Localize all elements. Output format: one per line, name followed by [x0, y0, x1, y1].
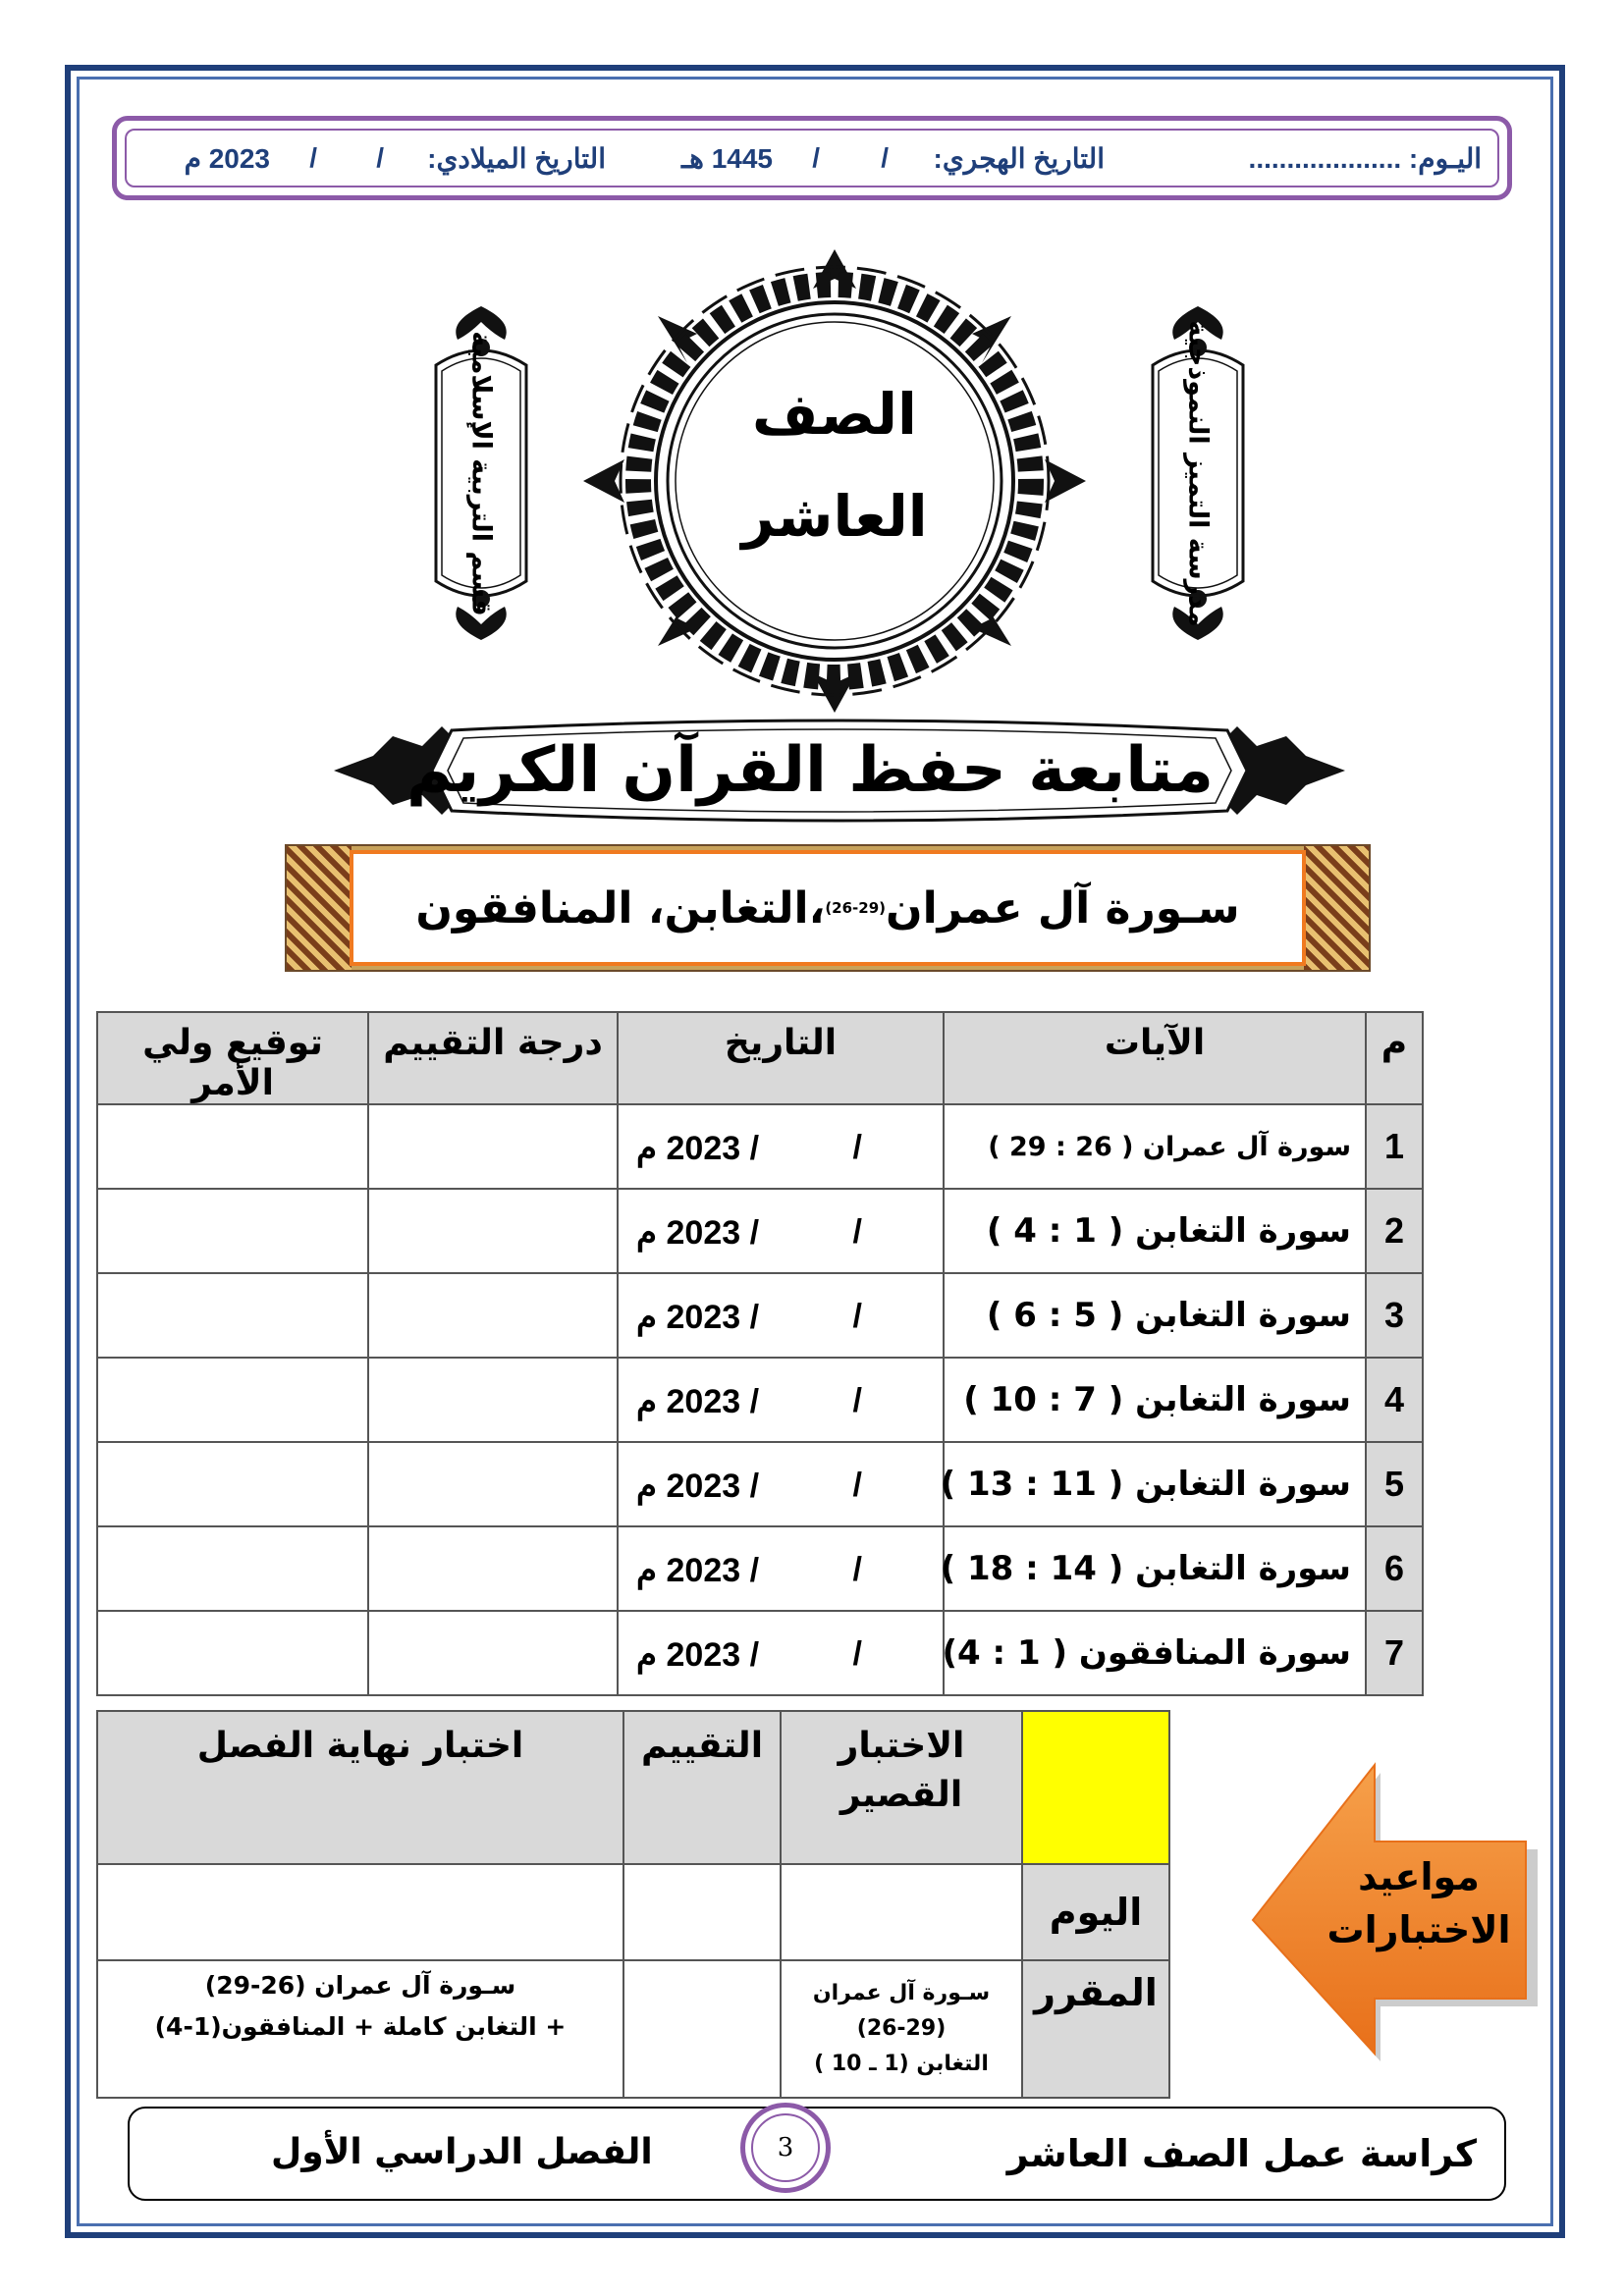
table-row [97, 1358, 1423, 1442]
row-date[interactable] [618, 1442, 944, 1526]
row-date[interactable] [618, 1526, 944, 1611]
date-slash: / [852, 1213, 862, 1251]
grade-line-2: العاشر [741, 483, 928, 550]
row-number: 6 [1366, 1526, 1423, 1611]
row-date[interactable] [618, 1611, 944, 1695]
row-ayat: سورة آل عمران ( 26 : 29 ) [944, 1104, 1366, 1189]
row-ayat: سورة التغابن ( 5 : 6 ) [944, 1273, 1366, 1358]
memorization-table [96, 1011, 1424, 1696]
date-slash: / [852, 1467, 862, 1504]
table-row [97, 1526, 1423, 1611]
row-grade[interactable] [368, 1526, 618, 1611]
surah-banner [285, 844, 1371, 972]
row-date[interactable] [618, 1104, 944, 1189]
gregorian-year: 2023 م [184, 143, 270, 174]
page-number-badge [740, 2103, 831, 2193]
exam-header-row [97, 1711, 1169, 1864]
left-ornament [287, 846, 352, 970]
row-grade[interactable] [368, 1442, 618, 1526]
row-number: 7 [1366, 1611, 1423, 1695]
row-ayat: سورة التغابن ( 7 : 10 ) [944, 1358, 1366, 1442]
table-row [97, 1104, 1423, 1189]
row-number: 5 [1366, 1442, 1423, 1526]
header-num: م [1366, 1012, 1423, 1104]
row-signature[interactable] [97, 1358, 368, 1442]
syllabus-label: المقرر [1022, 1960, 1169, 2098]
surah-name-2: ،التغابن، المنافقون [415, 882, 826, 934]
gregorian-slash-1: / [376, 142, 384, 173]
short-test-syllabus: سـورة آل عمران (26-29) التغابن (1 ـ 10 ) [781, 1960, 1022, 2098]
date-year: / 2023 م [636, 1130, 760, 1167]
table-header-row [97, 1012, 1423, 1104]
exam-dates-label: مواعيد الاختبارات [1326, 1855, 1511, 1951]
row-date[interactable] [618, 1273, 944, 1358]
evaluation-header: التقييم [623, 1711, 781, 1864]
hijri-label: التاريخ الهجري: [933, 143, 1105, 174]
department-banner [422, 306, 540, 640]
semester-title: الفصل الدراسي الأول [271, 2132, 653, 2172]
surah-verse-range: (26-29) [825, 899, 887, 917]
grade-title [687, 363, 982, 567]
gregorian-label: التاريخ الميلادي: [427, 143, 606, 174]
short-test-header: الاختبار القصير [781, 1711, 1022, 1864]
table-row [97, 1189, 1423, 1273]
corner-cell [1022, 1711, 1169, 1864]
table-row [97, 1273, 1423, 1358]
row-signature[interactable] [97, 1104, 368, 1189]
row-date[interactable] [618, 1189, 944, 1273]
day-field[interactable]: اليـوم: .................... [1248, 143, 1482, 174]
row-date[interactable] [618, 1358, 944, 1442]
header-grade: درجة التقييم [368, 1012, 618, 1104]
row-ayat: سورة التغابن ( 11 : 13 ) [944, 1442, 1366, 1526]
short-test-day[interactable] [781, 1864, 1022, 1960]
header-signature: توقيع ولي الأمر [97, 1012, 368, 1104]
right-ornament [1304, 846, 1369, 970]
workbook-title: كراسة عمل الصف العاشر [1006, 2132, 1477, 2175]
date-slash: / [852, 1551, 862, 1588]
row-signature[interactable] [97, 1189, 368, 1273]
day-label: اليوم [1022, 1864, 1169, 1960]
row-ayat: سورة التغابن ( 14 : 18 ) [944, 1526, 1366, 1611]
grade-line-1: الصف [752, 381, 917, 448]
row-ayat: سورة التغابن ( 1 : 4 ) [944, 1189, 1366, 1273]
hijri-slash-2: / [812, 142, 820, 173]
date-slash: / [852, 1298, 862, 1335]
row-grade[interactable] [368, 1104, 618, 1189]
exam-day-row [97, 1864, 1169, 1960]
row-signature[interactable] [97, 1442, 368, 1526]
evaluation-syllabus[interactable] [623, 1960, 781, 2098]
row-grade[interactable] [368, 1611, 618, 1695]
date-year: / 2023 م [636, 1299, 760, 1336]
date-year: / 2023 م [636, 1214, 760, 1252]
exam-syllabus-row [97, 1960, 1169, 2098]
row-signature[interactable] [97, 1273, 368, 1358]
main-title: متابعة حفظ القرآن الكريم [406, 734, 1214, 807]
date-year: / 2023 م [636, 1552, 760, 1589]
date-slash: / [852, 1635, 862, 1673]
row-number: 1 [1366, 1104, 1423, 1189]
date-slash: / [852, 1382, 862, 1419]
row-number: 4 [1366, 1358, 1423, 1442]
gregorian-slash-2: / [309, 142, 317, 173]
date-year: / 2023 م [636, 1636, 760, 1674]
header-ayat: الآيات [944, 1012, 1366, 1104]
surah-title [353, 854, 1302, 962]
date-year: / 2023 م [636, 1383, 760, 1420]
hijri-slash-1: / [881, 142, 889, 173]
date-slash: / [852, 1129, 862, 1166]
row-signature[interactable] [97, 1611, 368, 1695]
final-test-header: اختبار نهاية الفصل [97, 1711, 623, 1864]
page-number: 3 [751, 2113, 820, 2182]
department-name: قسم التربية الإسلامية [465, 330, 497, 616]
row-number: 3 [1366, 1273, 1423, 1358]
surah-name-1: سـورة آل عمران [886, 882, 1240, 934]
table-row [97, 1611, 1423, 1695]
date-bar [112, 116, 1512, 200]
row-number: 2 [1366, 1189, 1423, 1273]
school-name: مدرسة التميز النموذجية [1182, 319, 1214, 627]
row-signature[interactable] [97, 1526, 368, 1611]
row-grade[interactable] [368, 1358, 618, 1442]
header-date: التاريخ [618, 1012, 944, 1104]
row-ayat: سورة المنافقون ( 1 : 4) [944, 1611, 1366, 1695]
hijri-year: 1445 هـ [680, 143, 773, 174]
evaluation-day[interactable] [623, 1864, 781, 1960]
table-row [97, 1442, 1423, 1526]
exam-schedule-table [96, 1710, 1170, 2099]
final-test-day[interactable] [97, 1864, 623, 1960]
date-year: / 2023 م [636, 1468, 760, 1505]
final-test-syllabus: سـورة آل عمران (26-29) + التغابن كاملة + المنافقون(1-4) [97, 1960, 623, 2098]
school-banner [1139, 306, 1257, 640]
row-grade[interactable] [368, 1273, 618, 1358]
row-grade[interactable] [368, 1189, 618, 1273]
